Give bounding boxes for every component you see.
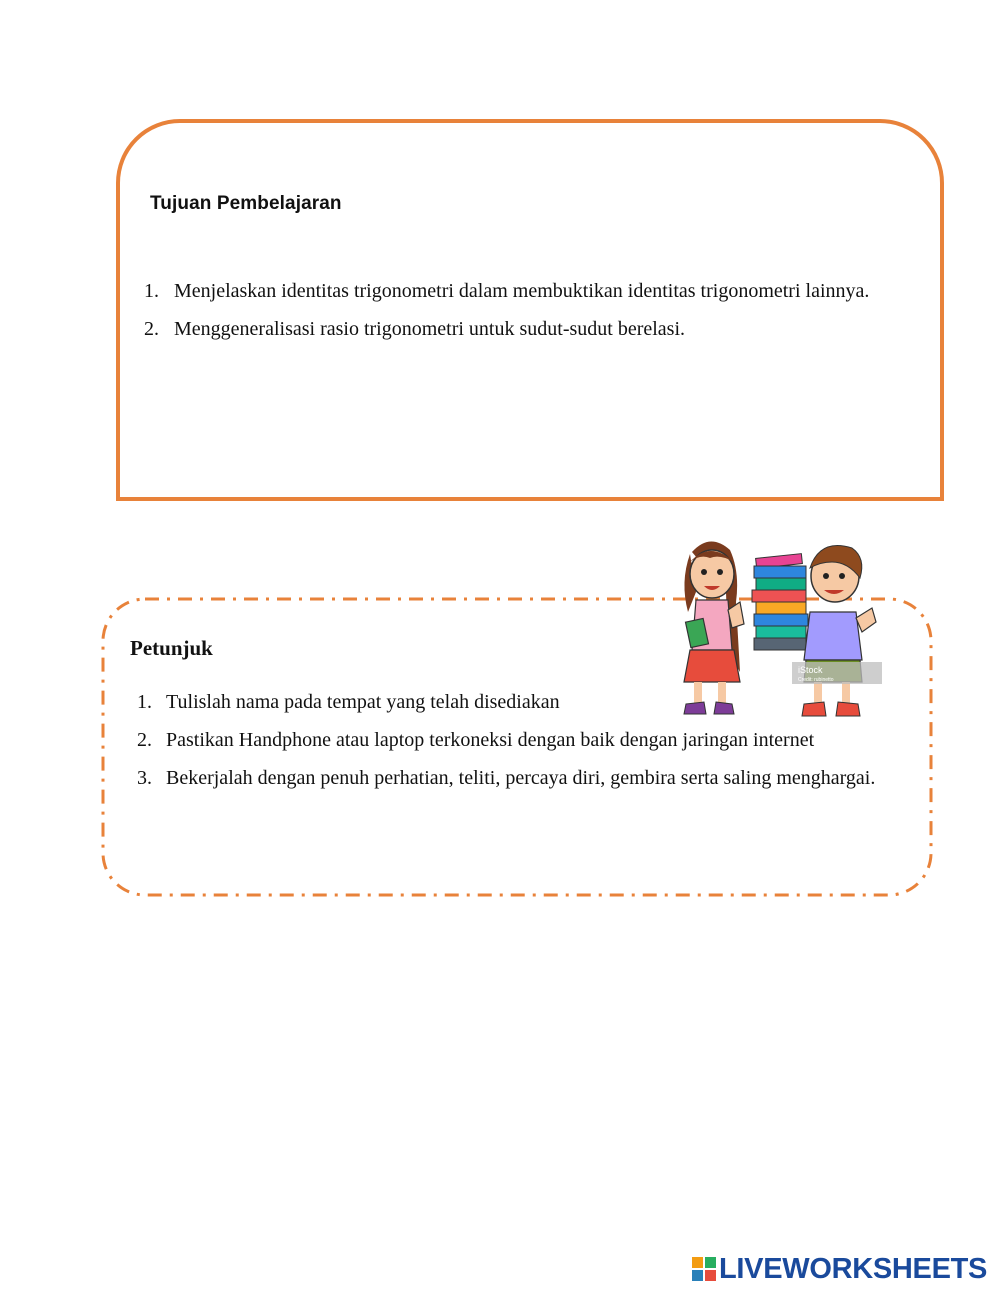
petunjuk-title: Petunjuk (130, 636, 213, 660)
list-number: 2. (144, 318, 159, 340)
books-stack (752, 554, 808, 650)
watermark-credit: Credit: rubinetto (798, 677, 834, 683)
watermark-text: iStock (798, 665, 823, 675)
list-item (137, 721, 902, 759)
tujuan-title: Tujuan Pembelajaran (150, 193, 342, 214)
list-text: Bekerjalah dengan penuh perhatian, teliti, percaya diri, gembira serta saling menghargai. (166, 767, 876, 789)
logo-text: LIVEWORKSHEETS (719, 1252, 988, 1285)
liveworksheets-logo-icon (692, 1257, 716, 1281)
list-number: 1. (144, 280, 159, 302)
liveworksheets-logo[interactable] (692, 1253, 987, 1285)
tujuan-list (144, 272, 909, 348)
list-item (137, 759, 902, 797)
list-text: Pastikan Handphone atau laptop terkoneksi dengan baik dengan jaringan internet (166, 729, 815, 751)
kids-with-books-illustration (670, 532, 885, 722)
girl-figure (684, 541, 744, 714)
list-number: 2. (137, 729, 152, 751)
list-number: 3. (137, 767, 152, 789)
list-number: 1. (137, 691, 152, 713)
boy-figure (802, 546, 876, 717)
list-item (144, 310, 909, 348)
list-text: Menjelaskan identitas trigonometri dalam membuktikan identitas trigonometri lainnya. (174, 280, 870, 302)
list-text: Tulislah nama pada tempat yang telah disediakan (166, 691, 560, 713)
list-item (144, 272, 909, 310)
list-text: Menggeneralisasi rasio trigonometri untuk sudut-sudut berelasi. (174, 318, 686, 340)
